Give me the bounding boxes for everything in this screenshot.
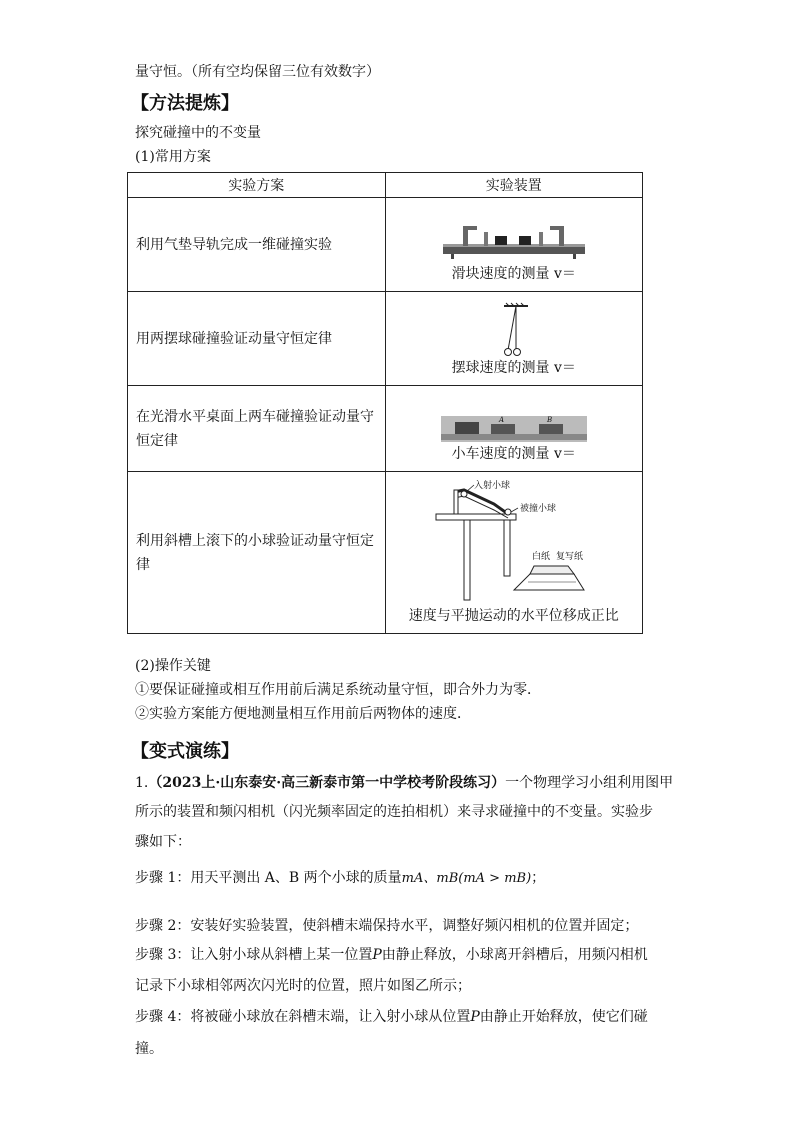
scheme-cell: 利用气垫导轨完成一维碰撞实验 (128, 198, 386, 292)
setup-cell (385, 472, 643, 634)
question-text: 一个物理学习小组利用图甲 (505, 775, 674, 791)
step-3-line-2: 记录下小球相邻两次闪光时的位置，照片如图乙所示； (135, 978, 471, 994)
step-1-math: mA、mB(mA > mB) (401, 871, 532, 886)
experiment-table (127, 172, 643, 634)
table-row (128, 386, 643, 472)
pendulum-figure (484, 302, 544, 358)
table-header-row (128, 173, 643, 198)
cart-a-label: A (498, 416, 504, 424)
step-1-text: 步骤 1：用天平测出 A、B 两个小球的质量 (135, 870, 402, 886)
scheme-cell: 用两摆球碰撞验证动量守恒定律 (128, 292, 386, 386)
step-3-text-a: 步骤 3：让入射小球从斜槽上某一位置 (135, 947, 373, 963)
step-1-end: ； (531, 870, 546, 886)
variant-heading: 【变式演练】 (131, 741, 239, 762)
method-topic: 探究碰撞中的不变量 (135, 125, 261, 141)
operation-keys-label: (2)操作关键 (135, 658, 211, 674)
position-p: P (372, 947, 382, 963)
incident-ball-label: 入射小球 (473, 480, 510, 490)
table-header-scheme: 实验方案 (128, 173, 386, 198)
step-4-text-b: 由静止开始释放，使它们碰 (479, 1009, 648, 1025)
step-3-line-1 (135, 945, 648, 965)
table-row (128, 198, 643, 292)
step-3-text-b: 由静止释放，小球离开斜槽后，用频闪相机 (381, 947, 648, 963)
setup-cell (385, 292, 643, 386)
operation-key-2: ②实验方案能方便地测量相互作用前后两物体的速度． (135, 706, 471, 722)
chute-caption: 速度与平抛运动的水平位移成正比 (408, 608, 619, 624)
operation-key-1: ①要保证碰撞或相互作用前后满足系统动量守恒，即合外力为零． (135, 682, 541, 698)
setup-cell (385, 386, 643, 472)
step-4-line-2: 撞。 (135, 1041, 163, 1057)
question-source: （2023上·山东泰安·高三新泰市第一中学校考阶段练习） (148, 775, 506, 791)
table-row (128, 292, 643, 386)
carbon-paper-label: 复写纸 (555, 551, 583, 561)
question-number: 1. (135, 775, 149, 791)
cart-b-label: B (546, 416, 552, 424)
question-1-line-3: 骤如下： (135, 834, 191, 850)
air-track-caption: 滑块速度的测量 v＝ (451, 266, 576, 282)
question-1-line-1 (135, 773, 673, 793)
carts-figure (439, 412, 589, 444)
table-row (128, 472, 643, 634)
step-4-text-a: 步骤 4：将被碰小球放在斜槽末端，让入射小球从位置 (135, 1009, 471, 1025)
chute-figure (434, 480, 594, 606)
position-p: P (470, 1009, 480, 1025)
intro-line: 量守恒。（所有空均保留三位有效数字） (135, 64, 380, 80)
step-2: 步骤 2：安装好实验装置，使斜槽末端保持水平，调整好频闪相机的位置并固定； (135, 918, 639, 934)
carts-caption: 小车速度的测量 v＝ (451, 446, 576, 462)
table-header-setup: 实验装置 (385, 173, 643, 198)
step-1 (135, 868, 545, 889)
scheme-cell: 利用斜槽上滚下的小球验证动量守恒定律 (128, 472, 386, 634)
target-ball-label: 被撞小球 (519, 503, 556, 513)
white-paper-label: 白纸 (531, 551, 550, 561)
air-track-figure (439, 220, 589, 264)
common-plans-label: (1)常用方案 (135, 149, 211, 165)
method-heading: 【方法提炼】 (131, 93, 239, 114)
pendulum-caption: 摆球速度的测量 v＝ (451, 360, 576, 376)
question-1-line-2: 所示的装置和频闪相机（闪光频率固定的连拍相机）来寻求碰撞中的不变量。实验步 (135, 804, 653, 820)
setup-cell (385, 198, 643, 292)
step-4-line-1 (135, 1007, 648, 1027)
scheme-cell: 在光滑水平桌面上两车碰撞验证动量守恒定律 (128, 386, 386, 472)
